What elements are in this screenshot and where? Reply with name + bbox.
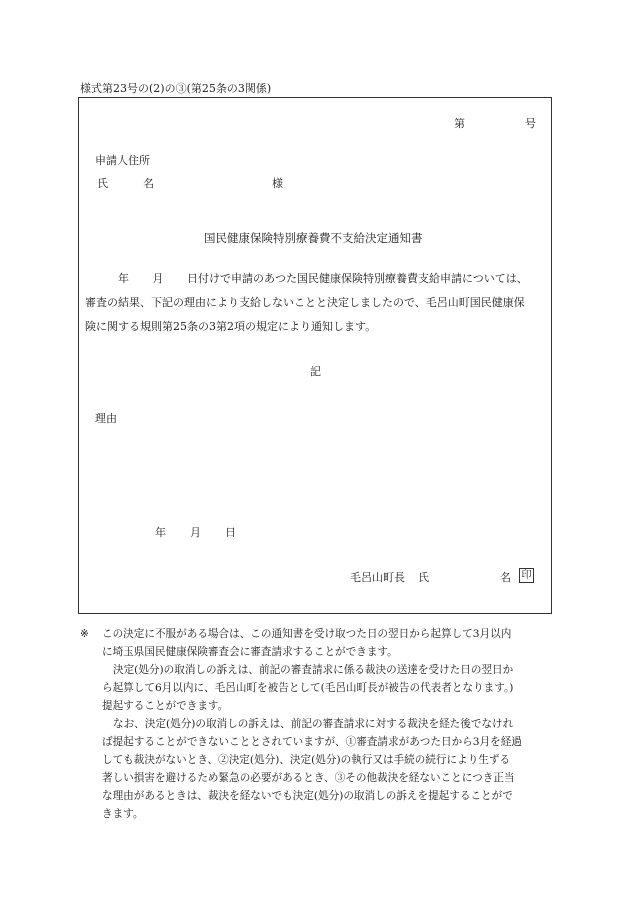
note-p3-l4: 著しい損害を避けるため緊急の必要があるとき、③その他裁決を経ないことにつき正当 — [102, 772, 515, 784]
date-year: 年 — [155, 526, 166, 539]
issuer-name-label-1: 氏 — [418, 571, 429, 584]
issuer-title: 毛呂山町長 — [350, 571, 405, 584]
body-line-3: 険に関する規則第25条の3第2項の規定により通知します。 — [85, 320, 377, 333]
date-month: 月 — [190, 526, 201, 539]
body-line-1-rest: 日付けで申請のあつた国民健康保険特別療養費支給申請については、 — [187, 272, 528, 285]
date-day: 日 — [225, 526, 236, 539]
reason-label: 理由 — [95, 412, 117, 425]
note-mark: ※ — [80, 628, 89, 640]
note-p2-l2: ら起算して6月以内に、毛呂山町を被告として(毛呂山町長が被告の代表者となります。) — [102, 682, 514, 694]
note-p1-l1 — [80, 625, 555, 643]
body-line-1 — [85, 270, 528, 286]
body-month: 月 — [152, 272, 164, 285]
note-p1-l2: に埼玉県国民健康保険審査会に審査請求することができます。 — [102, 646, 398, 658]
note-p3-l6: きます。 — [102, 808, 144, 820]
note-p3-l2: ば提起することができないこととされていますが、①審査請求があつた日から3月を経過 — [102, 736, 522, 748]
applicant-honorific: 様 — [272, 177, 283, 190]
form-id: 様式第23号の(2)の③(第25条の3関係) — [80, 82, 272, 95]
note-p2-l1: 決定(処分)の取消しの訴えは、前記の審査請求に係る裁決の送達を受けた日の翌日か — [113, 664, 514, 676]
applicant-name-label-2: 名 — [143, 177, 154, 190]
note-p1-l1-text: この決定に不服がある場合は、この通知書を受け取つた日の翌日から起算して3月以内 — [102, 628, 512, 640]
ki-heading: 記 — [310, 365, 321, 378]
body-year: 年 — [118, 272, 129, 285]
note-p3-l3: しても裁決がないとき、②決定(処分)、決定(処分)の執行又は手続の続行により生ずる — [102, 754, 511, 766]
notes-section — [80, 625, 555, 823]
applicant-address-label: 申請人住所 — [95, 154, 150, 167]
issuer-name-label-2: 名 — [500, 571, 511, 584]
applicant-name-label-1: 氏 — [97, 177, 108, 190]
seal-box: 印 — [519, 568, 534, 583]
document-title: 国民健康保険特別療養費不支給決定通知書 — [204, 231, 423, 245]
note-p3-l5: な理由があるときは、裁決を経ないでも決定(処分)の取消しの訴えを提起することがで — [102, 790, 513, 802]
note-p2-l3: 提起することができます。 — [102, 700, 229, 712]
body-line-2: 審査の結果、下記の理由により支給しないことと決定しましたので、毛呂山町国民健康保 — [85, 296, 525, 309]
number-prefix: 第 — [454, 117, 465, 130]
note-p3-l1: なお、決定(処分)の取消しの訴えは、前記の審査請求に対する裁決を経た後でなけれ — [113, 718, 514, 730]
number-suffix: 号 — [525, 117, 536, 130]
